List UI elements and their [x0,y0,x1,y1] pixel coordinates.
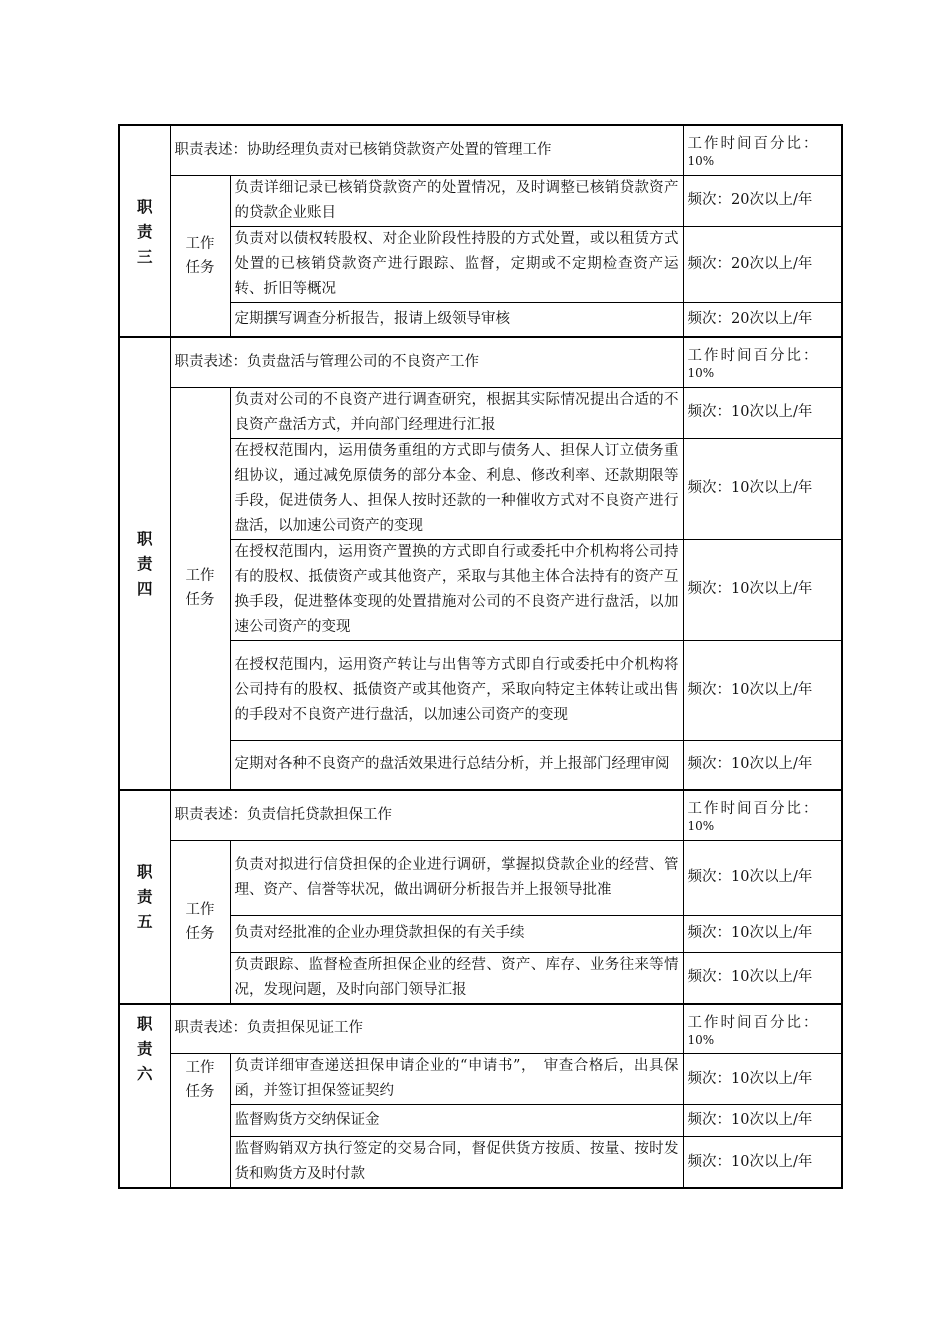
work-task-label [170,840,230,1004]
work-time-percentage [683,337,842,387]
work-task-label-line: 任务 [185,1084,215,1100]
task-frequency: 频次：10次以上/年 [683,840,842,915]
task-description: 负责详细审查递送担保申请企业的“申请书”， 审查合格后，出具保函，并签订担保签证契约 [230,1054,683,1105]
duty-label-char: 责 [136,221,153,241]
duty-number-label [119,125,170,337]
work-time-value: 10% [687,1032,715,1047]
task-description: 监督购货方交纳保证金 [230,1105,683,1137]
work-task-label-line: 工作 [185,235,215,252]
task-frequency: 频次：10次以上/年 [683,915,842,952]
work-time-value: 10% [687,819,715,834]
work-time-label: 工作时间百分比： [687,136,820,153]
duty-description: 职责表述：协助经理负责对已核销贷款资产处置的管理工作 [170,125,683,175]
task-description: 定期撰写调查分析报告，报请上级领导审核 [230,302,683,337]
task-description: 负责对以债权转股权、对企业阶段性持股的方式处置，或以租赁方式处置的已核销贷款资产进行跟踪、监督，定期或不定期检查资产运转、折旧等概况 [230,226,683,302]
duty-label-char: 职 [136,529,153,548]
task-row [119,1054,842,1105]
task-description: 在授权范围内，运用债务重组的方式即与债务人、担保人订立债务重组协议，通过减免原债务的部分本金、利息、修改利率、还款期限等手段，促进债务人、担保人按时还款的一种催收方式对不良资产进行盘活，以加速公司资产的变现 [230,438,683,539]
task-description: 负责对公司的不良资产进行调查研究，根据其实际情况提出合适的不良资产盘活方式，并向部门经理进行汇报 [230,387,683,438]
duty-description: 职责表述：负责信托贷款担保工作 [170,790,683,840]
duty-label-char: 责 [136,887,153,907]
task-frequency: 频次：20次以上/年 [683,175,842,226]
duty-label-char: 六 [136,1063,153,1083]
duty-label-char: 四 [136,579,153,598]
duty-label-char: 职 [136,196,153,216]
task-description: 负责对拟进行信贷担保的企业进行调研，掌握拟贷款企业的经营、管理、资产、信誉等状况，做出调研分析报告并上报领导批准 [230,840,683,915]
work-time-percentage [683,790,842,840]
task-frequency: 频次：10次以上/年 [683,387,842,438]
task-description: 在授权范围内，运用资产置换的方式即自行或委托中介机构将公司持有的股权、抵债资产或其他资产，采取与其他主体合法持有的资产互换手段，促进整体变现的处置措施对公司的不良资产进行盘活，以加速公司资产的变现 [230,539,683,640]
work-task-label-line: 任务 [185,259,215,276]
task-description: 监督购销双方执行签定的交易合同，督促供货方按质、按量、按时发货和购货方及时付款 [230,1137,683,1189]
task-row [119,840,842,915]
work-task-label [170,1054,230,1189]
duty-description-row [119,337,842,387]
task-description: 在授权范围内，运用资产转让与出售等方式即自行或委托中介机构将公司持有的股权、抵债资产或其他资产，采取向特定主体转让或出售的手段对不良资产进行盘活，以加速公司资产的变现 [230,640,683,740]
duty-number-label [119,790,170,1004]
work-time-label: 工作时间百分比： [687,801,820,818]
duty-table [118,124,843,1189]
work-task-label-line: 任务 [185,925,215,942]
task-frequency: 频次：10次以上/年 [683,1054,842,1105]
task-frequency: 频次：10次以上/年 [683,1137,842,1189]
work-time-percentage [683,1004,842,1054]
task-frequency: 频次：10次以上/年 [683,952,842,1004]
work-time-label: 工作时间百分比： [687,348,820,365]
task-frequency: 频次：10次以上/年 [683,539,842,640]
task-description: 定期对各种不良资产的盘活效果进行总结分析，并上报部门经理审阅 [230,740,683,790]
duty-label-char: 责 [136,1038,153,1058]
duty-description-row [119,1004,842,1054]
task-description: 负责跟踪、监督检查所担保企业的经营、资产、库存、业务往来等情况，发现问题，及时向部门领导汇报 [230,952,683,1004]
work-time-label: 工作时间百分比： [687,1014,820,1031]
task-description: 负责详细记录已核销贷款资产的处置情况，及时调整已核销贷款资产的贷款企业账目 [230,175,683,226]
work-task-label-line: 工作 [185,1060,215,1076]
task-frequency: 频次：10次以上/年 [683,640,842,740]
work-task-label-line: 任务 [185,592,215,609]
task-frequency: 频次：10次以上/年 [683,1105,842,1137]
task-row [119,387,842,438]
work-task-label-line: 工作 [185,901,215,918]
duty-label-char: 三 [136,246,153,266]
duty-description-row [119,790,842,840]
task-description: 负责对经批准的企业办理贷款担保的有关手续 [230,915,683,952]
work-time-percentage [683,125,842,175]
task-frequency: 频次：10次以上/年 [683,438,842,539]
duty-label-char: 职 [136,862,153,882]
work-time-value: 10% [687,366,715,381]
duty-label-char: 责 [136,554,153,573]
duty-number-label [119,337,170,790]
duty-label-char: 职 [136,1013,153,1033]
work-task-label [170,175,230,337]
duty-description: 职责表述：负责盘活与管理公司的不良资产工作 [170,337,683,387]
task-row [119,175,842,226]
task-frequency: 频次：20次以上/年 [683,226,842,302]
task-frequency: 频次：20次以上/年 [683,302,842,337]
work-time-value: 10% [687,154,715,169]
duty-number-label [119,1004,170,1189]
work-task-label-line: 工作 [185,568,215,585]
duty-description-row [119,125,842,175]
work-task-label [170,387,230,790]
task-frequency: 频次：10次以上/年 [683,740,842,790]
duty-label-char: 五 [136,912,153,932]
duty-description: 职责表述：负责担保见证工作 [170,1004,683,1054]
duty-table-body [119,125,842,1188]
